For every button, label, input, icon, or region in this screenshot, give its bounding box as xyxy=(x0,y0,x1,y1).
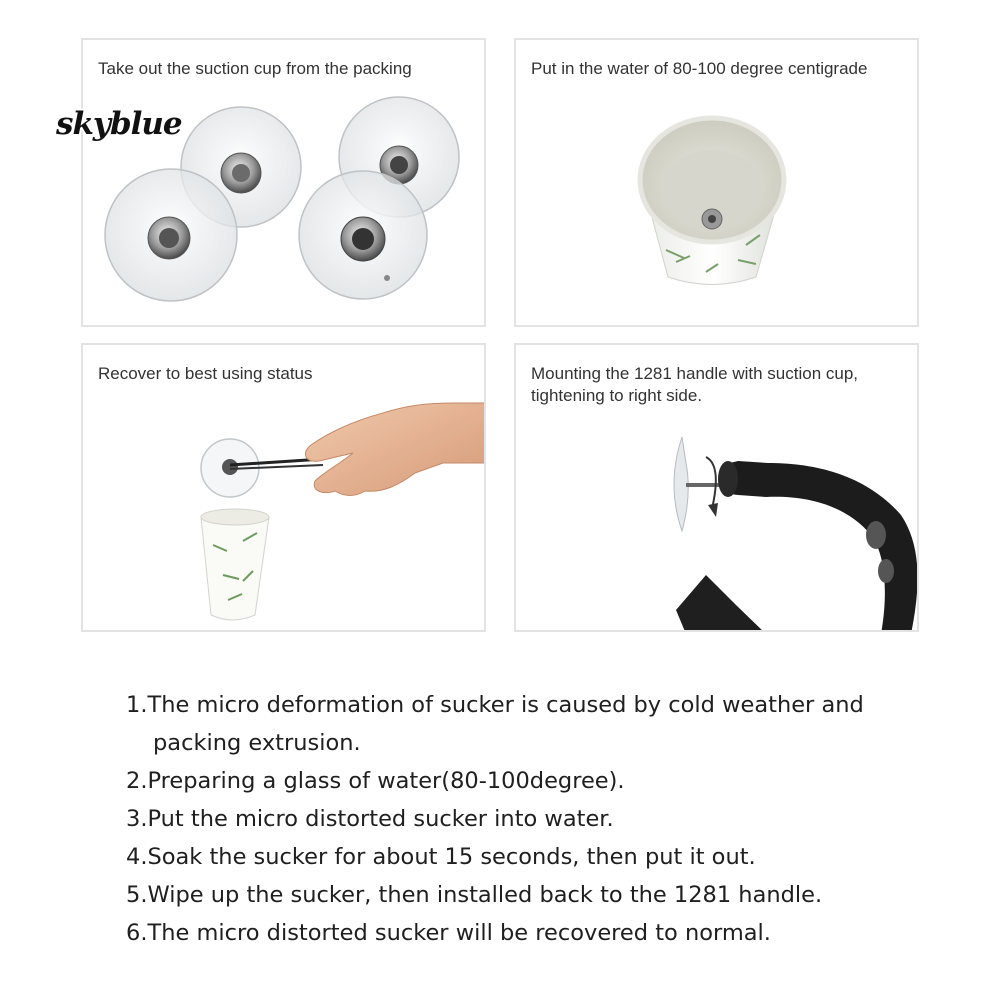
step-panel-recover xyxy=(81,343,486,632)
instruction-item xyxy=(126,800,926,838)
hand xyxy=(305,403,486,496)
instruction-item xyxy=(126,914,926,952)
suction-cup-3 xyxy=(105,169,237,301)
recover-illustration xyxy=(83,345,486,632)
instruction-item xyxy=(126,686,926,762)
instruction-list xyxy=(126,686,926,952)
handle-base xyxy=(676,575,766,632)
paper-cup xyxy=(201,517,269,620)
panel-caption-line1: Mounting the 1281 handle with suction cup, xyxy=(531,364,859,383)
panel-caption: Take out the suction cup from the packing xyxy=(98,59,412,78)
step-panel-hot-water xyxy=(514,38,919,327)
instruction-item xyxy=(126,876,926,914)
step-panel-mounting xyxy=(514,343,919,632)
step-panel-take-out xyxy=(81,38,486,327)
panel-caption xyxy=(531,363,919,407)
handle-arm xyxy=(722,461,918,632)
instruction-text: 5.Wipe up the sucker, then installed back to the 1281 handle. xyxy=(126,882,823,908)
panel-caption: Put in the water of 80-100 degree centigrade xyxy=(531,59,868,78)
instruction-text: 4.Soak the sucker for about 15 seconds, then put it out. xyxy=(126,844,756,870)
cup-in-water-illustration xyxy=(516,40,919,327)
instruction-text: 2.Preparing a glass of water(80-100degree). xyxy=(126,768,625,794)
panel-caption: Recover to best using status xyxy=(98,364,313,383)
suction-cup-4 xyxy=(299,171,427,299)
suction-cups-illustration xyxy=(83,40,486,327)
instruction-item xyxy=(126,762,926,800)
instruction-text-continued: packing extrusion. xyxy=(153,730,361,756)
instruction-text: 6.The micro distorted sucker will be recovered to normal. xyxy=(126,920,771,946)
panel-caption-line2: tightening to right side. xyxy=(531,386,703,405)
brand-logo: skyblue xyxy=(56,106,182,142)
instruction-text: 1.The micro deformation of sucker is caused by cold weather and xyxy=(126,692,864,718)
instruction-item xyxy=(126,838,926,876)
instruction-text: 3.Put the micro distorted sucker into water. xyxy=(126,806,614,832)
